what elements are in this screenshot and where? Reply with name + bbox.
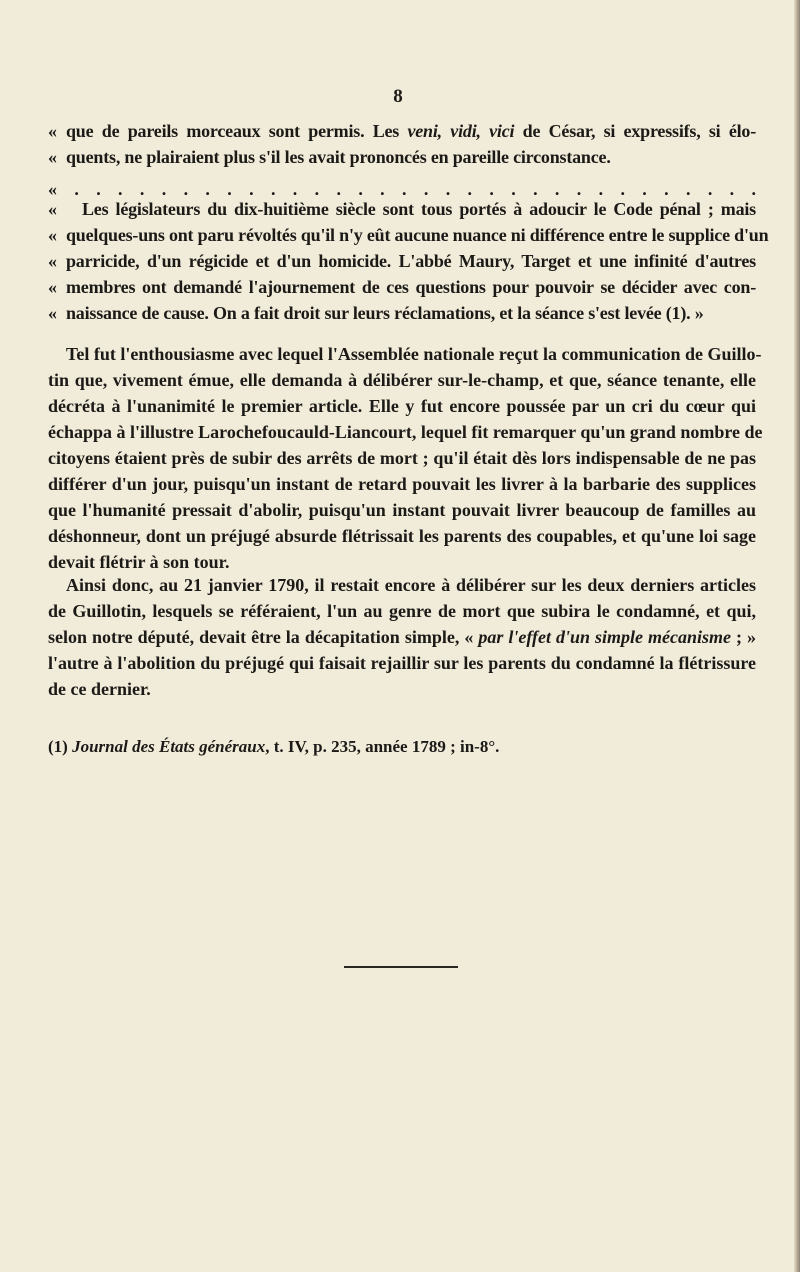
- quote-main-line-1: « Les législateurs du dix-huitième siècle sont tous portés à adoucir le Code pénal ; mais: [48, 199, 756, 219]
- quote-main-line-5: « naissance de cause. On a fait droit sur leurs réclamations, et la séance s'est levée (1). »: [48, 303, 704, 323]
- paragraph-1-line: citoyens étaient près de subir des arrêts de mort ; qu'il était dès lors indispensable de ne pas: [48, 448, 756, 468]
- paragraph-1-line: que l'humanité pressait d'abolir, puisqu'un instant pouvait livrer beaucoup de familles au: [48, 500, 756, 520]
- paragraph-2-italic: par l'effet d'un simple mécanisme: [478, 627, 731, 647]
- ellipsis-line: « . . . . . . . . . . . . . . . . . . . . . . . . . . . . . . . .: [48, 179, 756, 199]
- paragraph-1-line: déshonneur, dont un préjugé absurde flétrissait les parents des coupables, et qu'une loi sage: [48, 526, 756, 546]
- quote-intro-tail: de César, si expressifs, si élo-: [514, 121, 756, 141]
- quote-mark: «: [48, 121, 57, 141]
- paragraph-2-line: l'autre à l'abolition du préjugé qui faisait rejaillir sur les parents du condamné la flétrissure: [48, 653, 756, 673]
- quote-intro: [48, 118, 756, 170]
- paragraph-2: [48, 572, 756, 702]
- quote-intro-italic: veni, vidi, vici: [407, 121, 515, 141]
- footnote-mark: (1): [48, 737, 73, 756]
- paragraph-1-line: différer d'un jour, puisqu'un instant de retard pouvait les livrer à la barbarie des supplices: [48, 474, 756, 494]
- paragraph-2-line: de ce dernier.: [48, 679, 151, 699]
- paragraph-2-line: Ainsi donc, au 21 janvier 1790, il restait encore à délibérer sur les deux derniers articles: [66, 575, 756, 595]
- paragraph-1-line: Tel fut l'enthousiasme avec lequel l'Assemblée nationale reçut la communication de Guillo-: [66, 344, 762, 364]
- page-number: 8: [393, 86, 403, 107]
- paragraph-1-line: devait flétrir à son tour.: [48, 552, 230, 572]
- quote-intro-line-2: [48, 144, 756, 170]
- paragraph-1-line: décréta à l'unanimité le premier article. Elle y fut encore poussée par un cri du cœur qui: [48, 396, 756, 416]
- quote-intro-text-1: que de pareils morceaux sont permis. Les: [66, 121, 408, 141]
- footnote-reference: , t. IV, p. 235, année 1789 ; in-8°.: [265, 737, 500, 756]
- paragraph-1-line: échappa à l'illustre Larochefoucauld-Liancourt, lequel fit remarquer qu'un grand nombre de: [48, 422, 763, 442]
- paragraph-2-line: de Guillotin, lesquels se référaient, l'un au genre de mort que subira le condamné, et qui,: [48, 601, 756, 621]
- end-rule: [344, 966, 458, 968]
- paragraph-1: [48, 341, 763, 575]
- quote-main-line-3: « parricide, d'un régicide et d'un homicide. L'abbé Maury, Target et une infinité d'autres: [48, 251, 756, 271]
- paragraph-1-line: tin que, vivement émue, elle demanda à délibérer sur-le-champ, et que, séance tenante, elle: [48, 370, 756, 390]
- footnote: [48, 735, 499, 759]
- footnote-source-title: Journal des États généraux: [72, 737, 266, 756]
- quote-intro-line-1: [48, 118, 756, 144]
- quote-main: [48, 196, 769, 326]
- paragraph-2-line: selon notre député, devait être la décapitation simple, « par l'effet d'un simple mécanisme ; »: [48, 627, 756, 647]
- quote-main-line-2: « quelques-uns ont paru révoltés qu'il n'y eût aucune nuance ni différence entre le supplice d'un: [48, 225, 769, 245]
- quote-intro-text-2: quents, ne plairaient plus s'il les avait prononcés en pareille circonstance.: [66, 147, 611, 167]
- page-edge-shadow: [794, 0, 800, 1272]
- quote-mark: «: [48, 147, 57, 167]
- quote-main-line-4: « membres ont demandé l'ajournement de ces questions pour pouvoir se décider avec con-: [48, 277, 756, 297]
